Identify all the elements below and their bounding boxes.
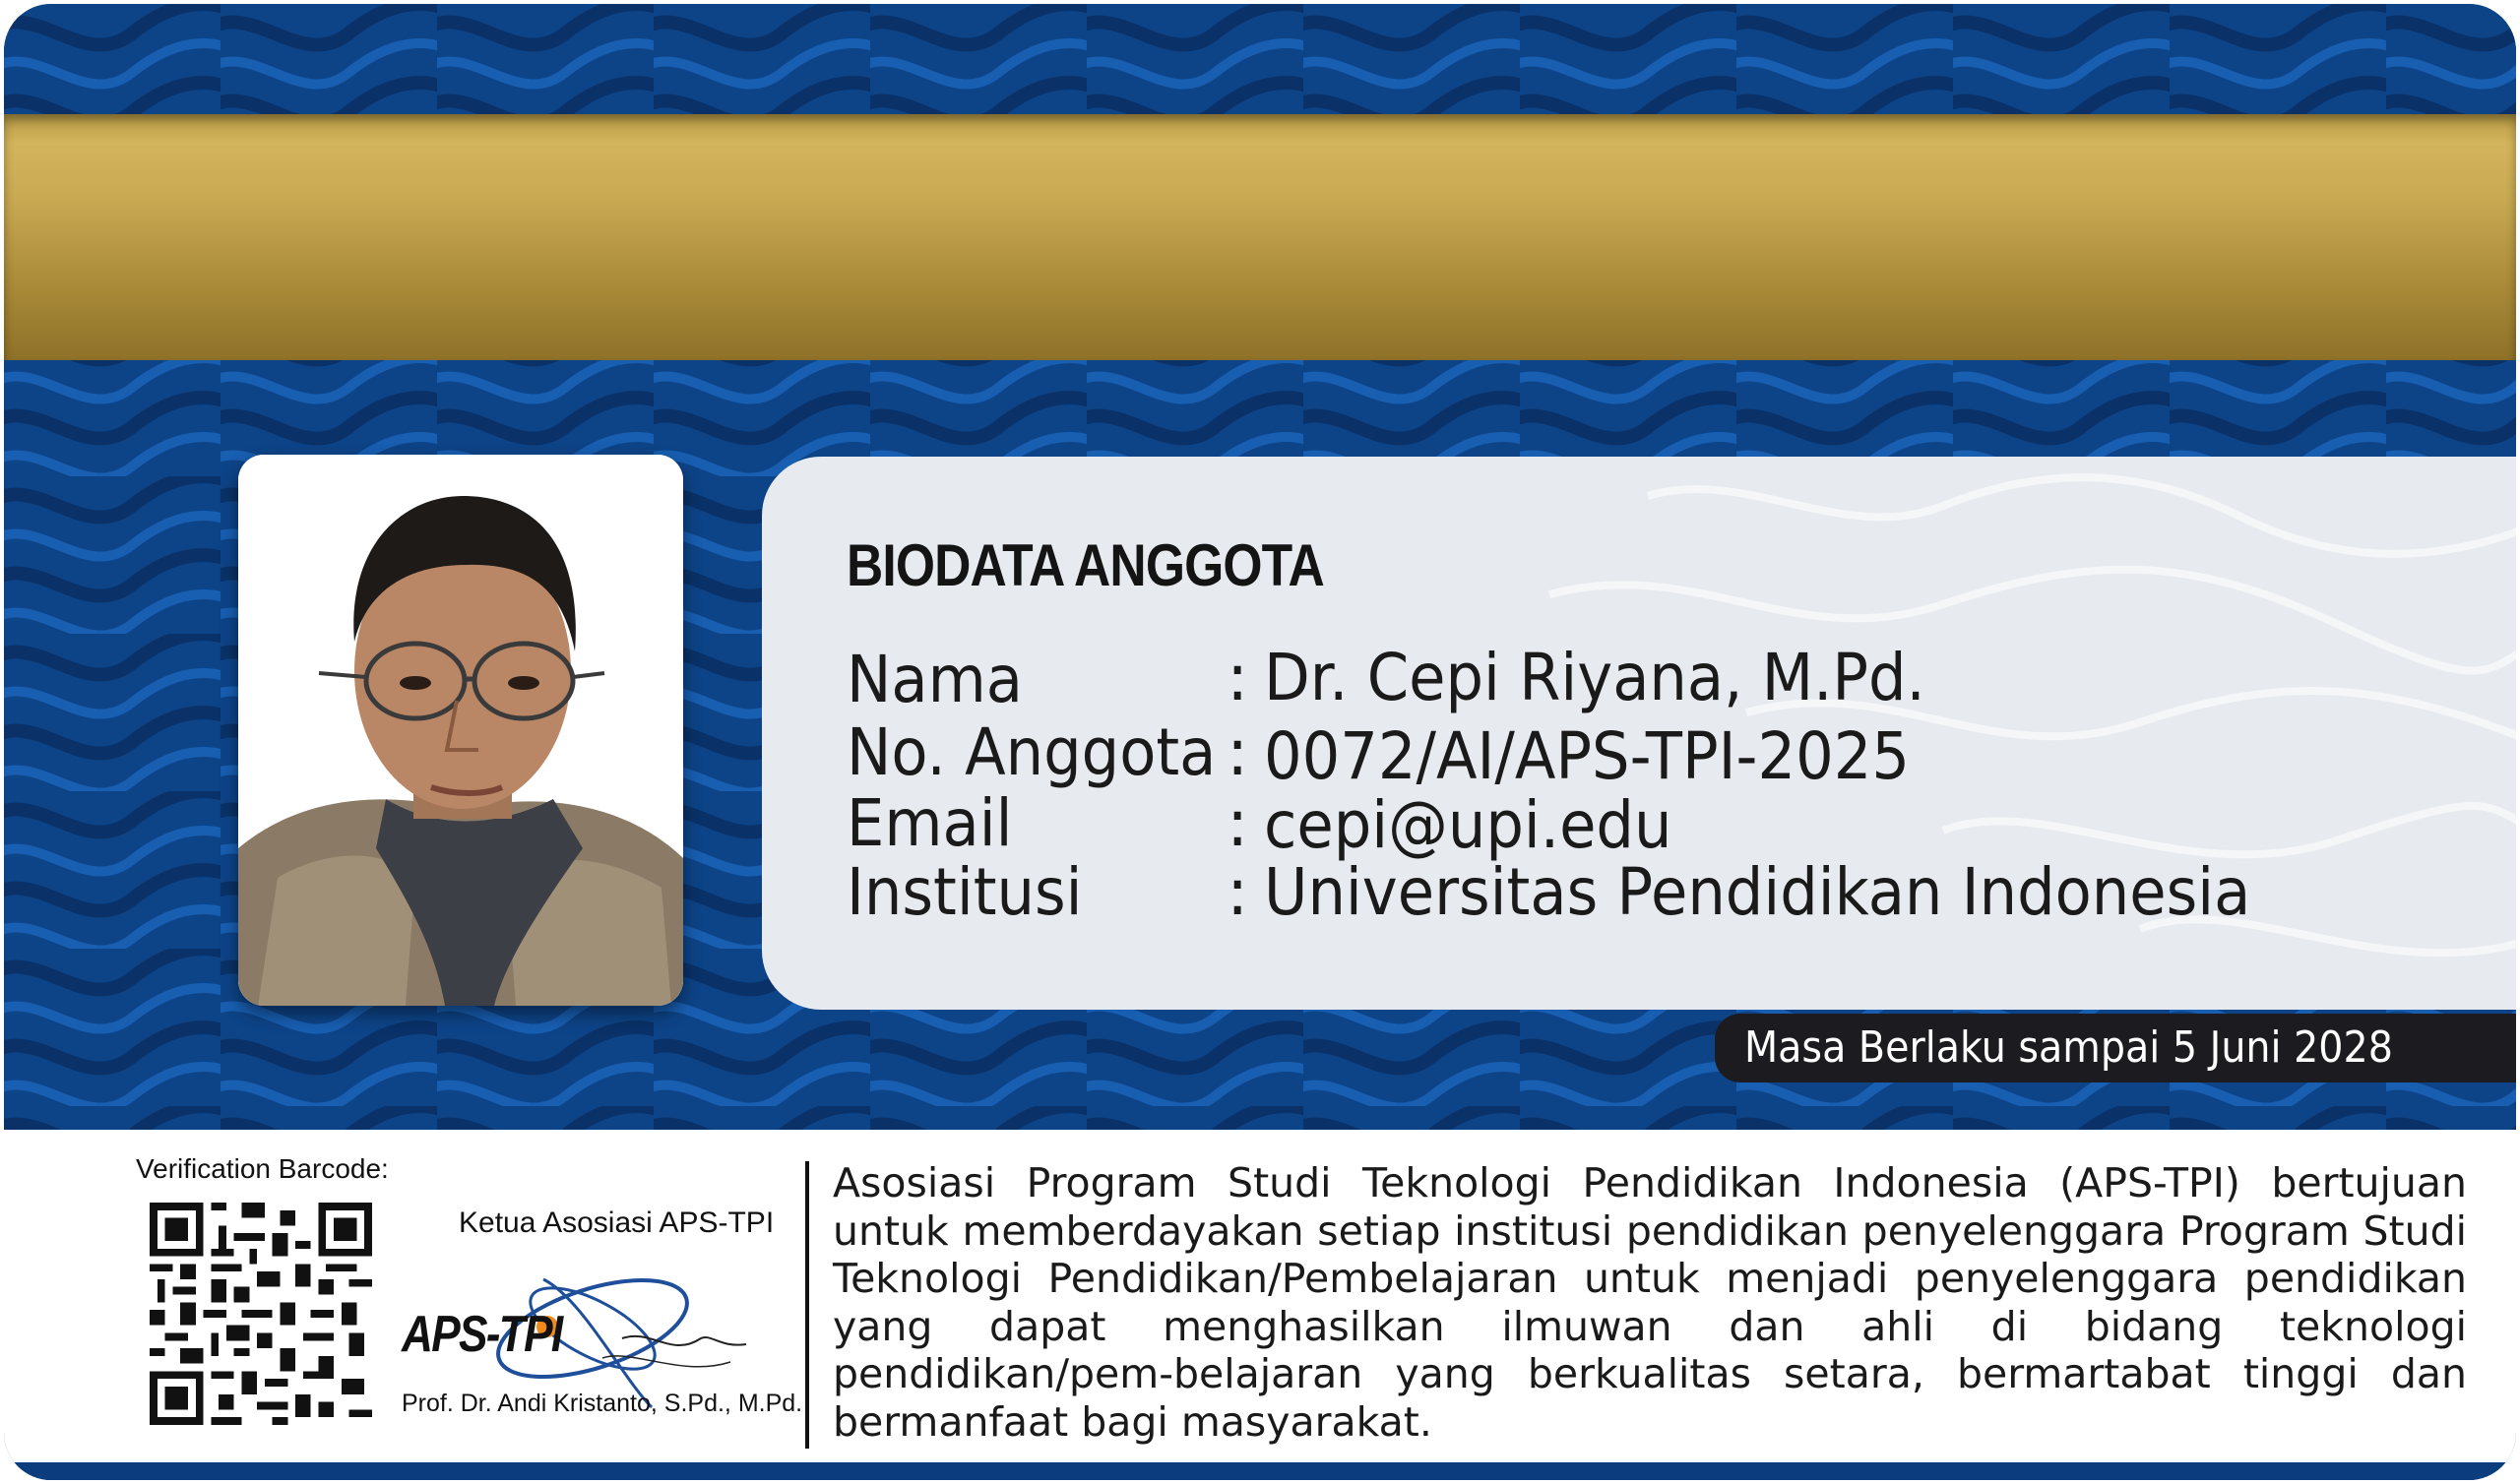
portrait-illustration: [238, 455, 683, 1006]
member-card: [4, 4, 2516, 1480]
field-separator: :: [1227, 785, 1249, 861]
field-value-no-anggota: 0072/AI/APS-TPI-2025: [1264, 718, 1910, 794]
validity-text: Masa Berlaku sampai 5 Juni 2028: [1744, 1022, 2393, 1073]
card-footer: [4, 1130, 2516, 1462]
logo-text: APS-TPI: [402, 1306, 562, 1363]
verification-label: Verification Barcode:: [136, 1153, 389, 1184]
biodata-title: BIODATA ANGGOTA: [847, 532, 1324, 598]
gold-stripe: [4, 114, 2516, 360]
field-label-no-anggota: No. Anggota: [847, 714, 1217, 790]
bottom-band: [4, 1462, 2516, 1480]
field-label-nama: Nama: [847, 642, 1023, 717]
field-label-institusi: Institusi: [847, 854, 1083, 930]
field-separator: :: [1227, 714, 1249, 790]
member-photo: [238, 455, 683, 1006]
ketua-label: Ketua Asosiasi APS-TPI: [459, 1206, 775, 1239]
signatory-name: Prof. Dr. Andi Kristanto, S.Pd., M.Pd.: [402, 1390, 803, 1417]
footer-divider: [805, 1161, 809, 1449]
qr-code-icon[interactable]: [150, 1203, 372, 1425]
field-label-email: Email: [847, 785, 1013, 861]
validity-badge: [1715, 1014, 2516, 1082]
association-description: Asosiasi Program Studi Teknologi Pendidikan Indonesia (APS-TPI) bertujuan untuk memberdayakan setiap institusi pendidikan penyelenggara Program Studi Teknologi Pendidikan/Pembelajaran untuk menjadi penyelenggara pendidikan yang dapat menghasilkan ilmuwan dan ahli di bidang teknologi pendidikan/pem-belajaran yang berkualitas setara, bermartabat tinggi dan bermanfaat bagi masyarakat.: [833, 1159, 2467, 1446]
biodata-panel: [762, 457, 2516, 1010]
field-value-email: cepi@upi.edu: [1264, 787, 1672, 863]
field-value-institusi: Universitas Pendidikan Indonesia: [1264, 854, 2251, 930]
field-value-nama: Dr. Cepi Riyana, M.Pd.: [1264, 640, 1925, 715]
field-separator: :: [1227, 640, 1249, 715]
field-separator: :: [1227, 854, 1249, 930]
